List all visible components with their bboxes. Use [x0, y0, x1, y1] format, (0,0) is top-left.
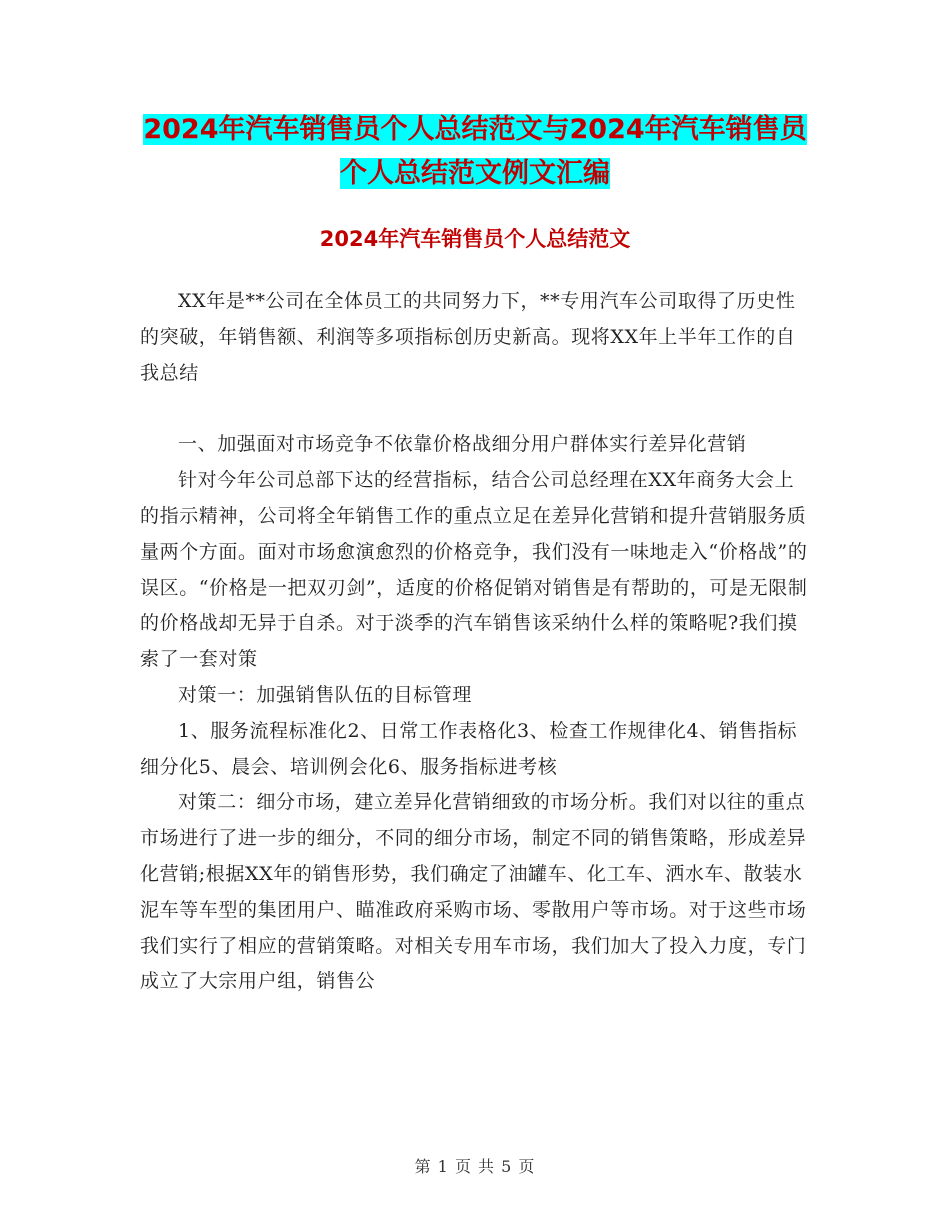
paragraph-intro: XX年是**公司在全体员工的共同努力下，**专用汽车公司取得了历史性的突破，年销售额、利润等多项指标创历史新高。现将XX年上半年工作的自我总结 — [140, 290, 796, 384]
paragraph-measure-2: 对策二：细分市场，建立差异化营销细致的市场分析。我们对以往的重点市场进行了进一步的细分，不同的细分市场，制定不同的销售策略，形成差异化营销;根据XX年的销售形势，我们确定了油罐车、化工车、洒水车、散装水泥车等车型的集团用户、瞄准政府采购市场、零散用户等市场。对于这些市场我们实行了相应的营销策略。对相关专用车市场，我们加大了投入力度，专门成立了大宗用户组，销售公 — [140, 791, 807, 993]
paragraph-spacer — [140, 391, 812, 427]
document-title-line-2 — [140, 152, 810, 196]
paragraph-strategy: 针对今年公司总部下达的经营指标，结合公司总经理在XX年商务大会上的指示精神，公司将全年销售工作的重点立足在差异化营销和提升营销服务质量两个方面。面对市场愈演愈烈的价格竞争，我们没有一味地走入“价格战”的误区。“价格是一把双刃剑”，适度的价格促销对销售是有帮助的，可是无限制的价格战却无异于自杀。对于淡季的汽车销售该采纳什么样的策略呢?我们摸索了一套对策 — [140, 469, 808, 671]
paragraph-measure-1: 对策一：加强销售队伍的目标管理 — [178, 683, 473, 706]
document-body — [140, 284, 812, 1000]
title-highlight-2: 个人总结范文例文汇编 — [340, 158, 610, 189]
paragraph-measure-list: 1、服务流程标准化2、日常工作表格化3、检查工作规律化4、销售指标细分化5、晨会、培训例会化6、服务指标进考核 — [140, 719, 798, 778]
title-highlight-1: 2024年汽车销售员个人总结范文与2024年汽车销售员 — [143, 114, 807, 145]
page-footer: 第 1 页 共 5 页 — [414, 1157, 536, 1176]
section-heading: 2024年汽车销售员个人总结范文 — [319, 227, 631, 251]
paragraph-heading-1: 一、加强面对市场竞争不依靠价格战细分用户群体实行差异化营销 — [178, 433, 747, 456]
document-title-line-1 — [140, 108, 810, 152]
